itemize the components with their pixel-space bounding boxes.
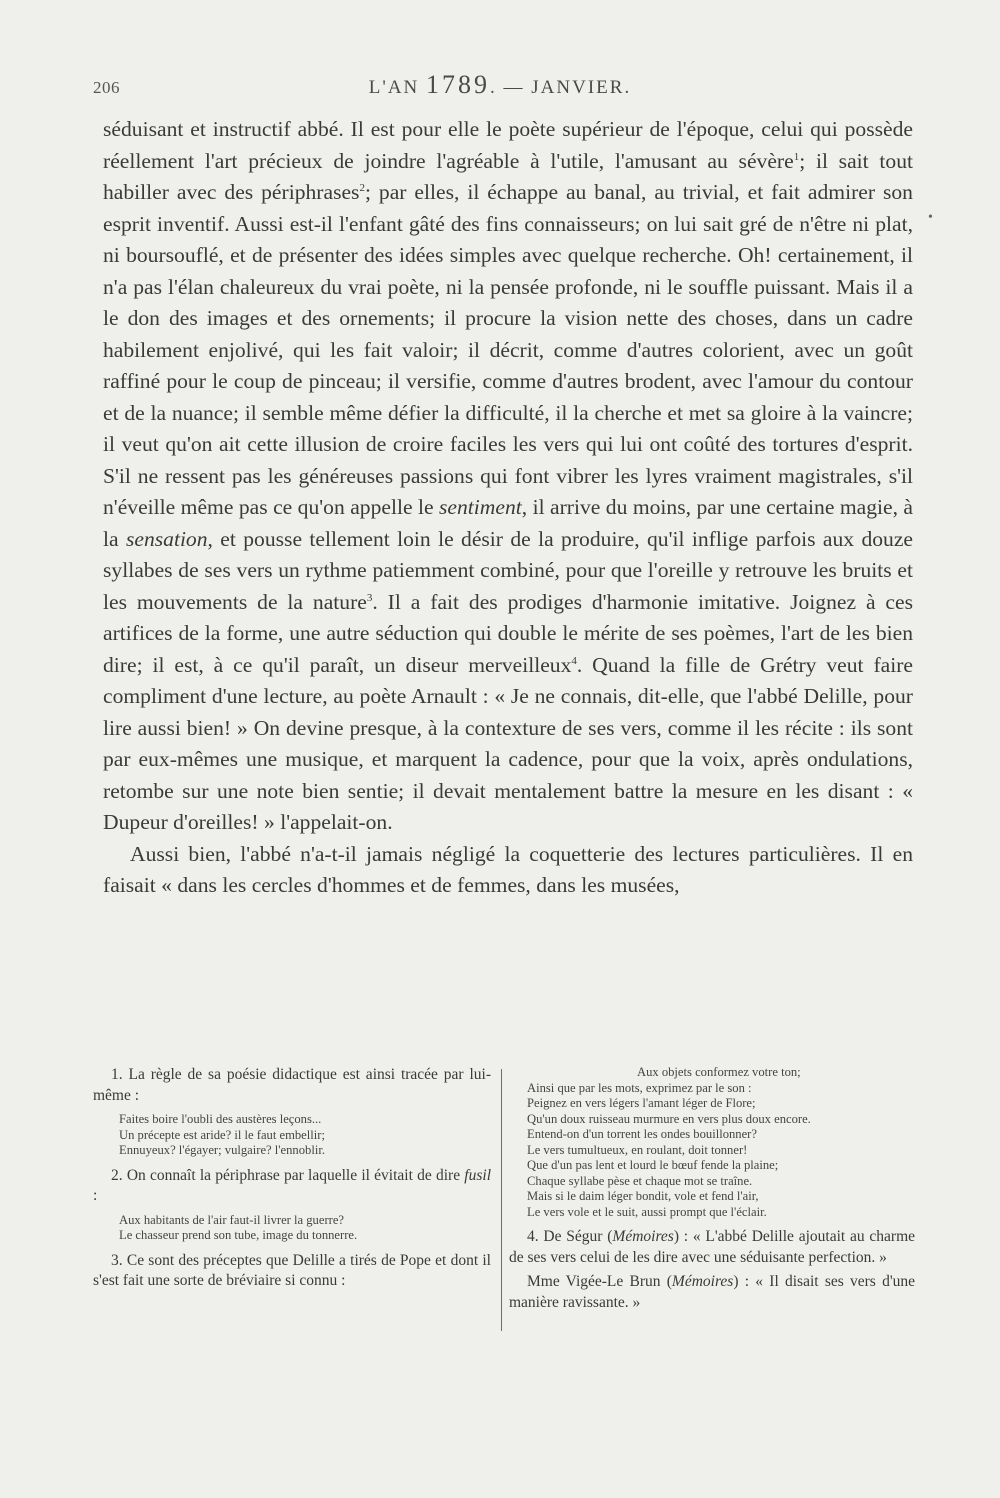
footnotes-left-column [93, 1065, 491, 1292]
running-head-year: 1789 [426, 70, 491, 99]
footnotes-right-column [509, 1065, 915, 1313]
text-run: , et pousse tellement loin le désir de la produire, qu'il inflige parfois aux douze syllabes de ses vers un rythme patiemment combiné, pour que l'oreille y retrouve les bruits et les mouvements de la nature [103, 526, 913, 614]
text-run: ; il sait tout habiller avec des périphrases [103, 148, 913, 204]
verse-line: Faites boire l'oubli des austères leçons... [119, 1112, 322, 1126]
footnote-2-verse [119, 1213, 491, 1244]
text-run: Mme Vigée-Le Brun ( [527, 1273, 672, 1290]
running-head [0, 70, 1000, 100]
text-run: . Quand la fille de Grétry veut faire compliment d'une lecture, au poète Arnault : « Je ne connais, dit-elle, que l'abbé Delille, pour lire aussi bien! » On devine presque, à la contexture de ses vers, comme il les récite : ils sont par eux-mêmes une musique, et marquent la cadence, pour que la voix, après ondulations, retombe sur une note bien sentie; il devait mentalement battre la mesure en les disant : « Dupeur d'oreilles! » l'appelait-on. [103, 652, 913, 834]
footnote-4 [509, 1227, 915, 1268]
footnote-3: 3. Ce sont des préceptes que Delille a tirés de Pope et dont il s'est fait une sorte de bréviaire si connu : [93, 1251, 491, 1289]
text-run: ) : « Il disait ses vers d'une manière ravissante. » [509, 1273, 915, 1311]
italic-term: Mémoires [612, 1228, 674, 1245]
verse-line: Chaque syllabe pèse et chaque mot se traîne. [527, 1173, 753, 1188]
footnote-1: 1. La règle de sa poésie didactique est ainsi tracée par lui-même : [93, 1066, 491, 1104]
verse-line: Peignez en vers légers l'amant léger de Flore; [527, 1096, 756, 1110]
footnote-2 [93, 1166, 491, 1207]
verse-line: Aux objets conformez votre ton; [637, 1065, 801, 1079]
text-run: . Il a fait des prodiges d'harmonie imitative. Joignez à ces artifices de la forme, une autre séduction qui double le mérite de ses poèmes, l'art de les bien dire; il est, à ce qu'il paraît, un diseur merveilleux [103, 589, 913, 677]
text-run: ) : « L'abbé Delille ajoutait au charme de ses vers celui de les dire avec une séduisante perfection. » [509, 1228, 916, 1266]
verse-line: Aux habitants de l'air faut-il livrer la guerre? [119, 1212, 345, 1227]
footnote-ref-3: 3 [366, 591, 373, 604]
footnotes [93, 1065, 915, 1340]
paragraph-1 [103, 114, 913, 839]
italic-term: sentiment [439, 495, 522, 519]
verse-line: Le chasseur prend son tube, image du tonnerre. [119, 1228, 358, 1242]
footnote-ref-2: 2 [359, 181, 365, 194]
italic-term: Mémoires [671, 1273, 734, 1290]
verse-line: Ainsi que par les mots, exprimez par le son : [527, 1080, 752, 1095]
verse-line: Ennuyeux? l'égayer; vulgaire? l'ennoblir. [119, 1143, 325, 1157]
footnote-ref-4: 4 [571, 654, 577, 667]
footnote-4-continuation [509, 1272, 915, 1313]
italic-term: fusil [464, 1166, 491, 1184]
running-head-suffix: . — JANVIER. [490, 77, 632, 98]
verse-line: Mais si le daim léger bondit, vole et fend l'air, [527, 1189, 759, 1203]
footnote-3-verse [527, 1065, 915, 1220]
paragraph-2: Aussi bien, l'abbé n'a-t-il jamais négligé la coquetterie des lectures particulières. Il en faisait « dans les cercles d'hommes et de femmes, dans les musées, [103, 841, 913, 897]
footnote-1-verse [119, 1112, 491, 1159]
footnote-ref-1: 1 [793, 150, 800, 163]
text-run: séduisant et instructif abbé. Il est pour elle le poète supérieur de l'époque, celui qui possède réellement l'art précieux de joindre l'agréable à l'utile, l'amusant au sévère [103, 117, 913, 173]
margin-mark: • [928, 210, 933, 225]
verse-line: Le vers tumultueux, en roulant, doit tonner! [527, 1142, 748, 1157]
running-head-prefix: L'AN [368, 77, 420, 98]
page-number: 206 [93, 78, 120, 97]
italic-term: sensation [125, 526, 208, 551]
text-run: 4. De Ségur ( [527, 1228, 613, 1245]
verse-line: Entend-on d'un torrent les ondes bouillonner? [527, 1127, 757, 1141]
text-run: : [93, 1187, 98, 1204]
verse-line: Le vers vole et le suit, aussi prompt que l'éclair. [527, 1204, 767, 1219]
main-text [103, 114, 913, 902]
text-run: , il arrive du moins, par une certaine magie, à la [103, 495, 914, 551]
verse-line: Un précepte est aride? il le faut embellir; [119, 1127, 325, 1142]
column-divider [501, 1069, 502, 1331]
verse-line: Que d'un pas lent et lourd le bœuf fende la plaine; [527, 1158, 779, 1172]
verse-line: Qu'un doux ruisseau murmure en vers plus doux encore. [527, 1111, 811, 1126]
text-run: 2. On connaît la périphrase par laquelle il évitait de dire [111, 1166, 465, 1184]
text-run: ; par elles, il échappe au banal, au trivial, et fait admirer son esprit inventif. Aussi est-il l'enfant gâté des fins connaisseurs; on lui sait gré de n'être ni plat, ni boursouflé, et de présenter des idées simples avec quelque recherche. Oh! certainement, il n'a pas l'élan chaleureux du vrai poète, ni la pensée profonde, ni le souffle puissant. Mais il a le don des images et des ornements; il procure la vision nette des choses, dans un cadre habilement enjolivé, qui les fait valoir; il décrit, comme d'autres colorient, avec un goût raffiné pour le coup de pinceau; il versifie, comme d'autres brodent, avec l'amour du contour et de la nuance; il semble même défier la difficulté, il la cherche et met sa gloire à la vaincre; il veut qu'on ait cette illusion de croire faciles les vers qui lui ont coûté des tortures d'esprit. S'il ne ressent pas les généreuses passions qui font vibrer les lyres vraiment magistrales, s'il n'éveille même pas ce qu'on appelle le [103, 180, 913, 519]
